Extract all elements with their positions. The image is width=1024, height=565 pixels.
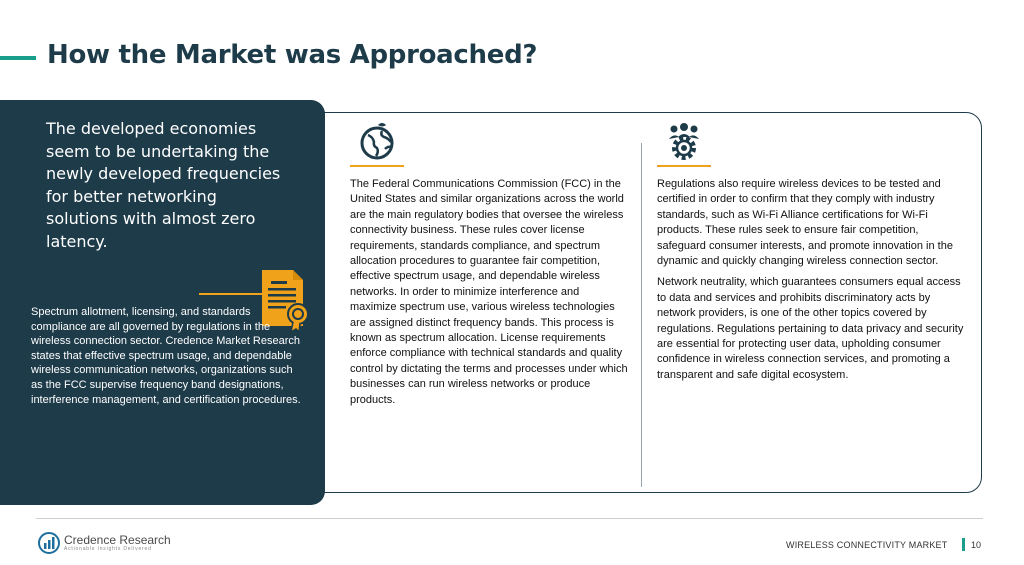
logo-mark-icon (38, 532, 60, 554)
left-panel-body: Spectrum allotment, licensing, and standards compliance are all governed by regulations in the wireless connection sector. Credence Market Research states that effective spectrum usage, and dependable wireless communication networks, organizations such as the FCC supervise frequency band designations, interference management, and certification procedures. (31, 306, 301, 406)
column-1-text (350, 177, 628, 414)
column-1-accent (350, 165, 404, 167)
title-accent-bar (0, 56, 36, 60)
globe-icon (357, 121, 397, 161)
company-logo (38, 532, 171, 554)
footer-accent-bar (962, 538, 965, 551)
column-2-paragraph-1: Regulations also require wireless devices to be tested and certified in order to confirm that they comply with industry standards, such as Wi-Fi Alliance certifications for Wi-Fi products. These rules seek to ensure fair competition, safeguard consumer interests, and promote innovation in the dynamic and quickly changing wireless connection sector. (657, 178, 953, 268)
page-number: 10 (971, 540, 982, 550)
column-divider (641, 143, 642, 487)
page-title: How the Market was Approached? (47, 40, 538, 70)
logo-name: Credence Research (64, 533, 171, 547)
column-2-accent (657, 165, 711, 167)
column-2-paragraph-2: Network neutrality, which guarantees consumers equal access to data and services and prohibits discriminatory acts by network providers, is one of the other topics covered by regulations. Regulations pertaining to data privacy and security are essential for protecting user data, upholding consumer confidence in wireless connection services, and promoting a transparent and safe digital ecosystem. (657, 276, 964, 381)
footer-section-label: WIRELESS CONNECTIVITY MARKET (786, 540, 948, 550)
column-2-text (657, 177, 965, 389)
footer-divider (36, 518, 983, 519)
logo-tagline: Actionable Insights Delivered (64, 546, 152, 552)
lead-statement: The developed economies seem to be undertaking the newly developed frequencies for better networking solutions with almost zero latency. (46, 119, 281, 251)
people-gear-icon (664, 121, 704, 161)
column-1-paragraph-1: The Federal Communications Commission (FCC) in the United States and similar organizations across the world are the main regulatory bodies that oversee the wireless connectivity business. These rules cover license requirements, standards compliance, and spectrum allocation procedures to guarantee fair competition, effective spectrum usage, and dependable wireless networks. In order to minimize interference and maximize spectrum use, various wireless technologies are assigned distinct frequency bands. This process is known as spectrum allocation. License requirements enforce compliance with technical standards and quality control by dictating the terms and processes under which businesses can run wireless networks or produce products. (350, 178, 628, 406)
